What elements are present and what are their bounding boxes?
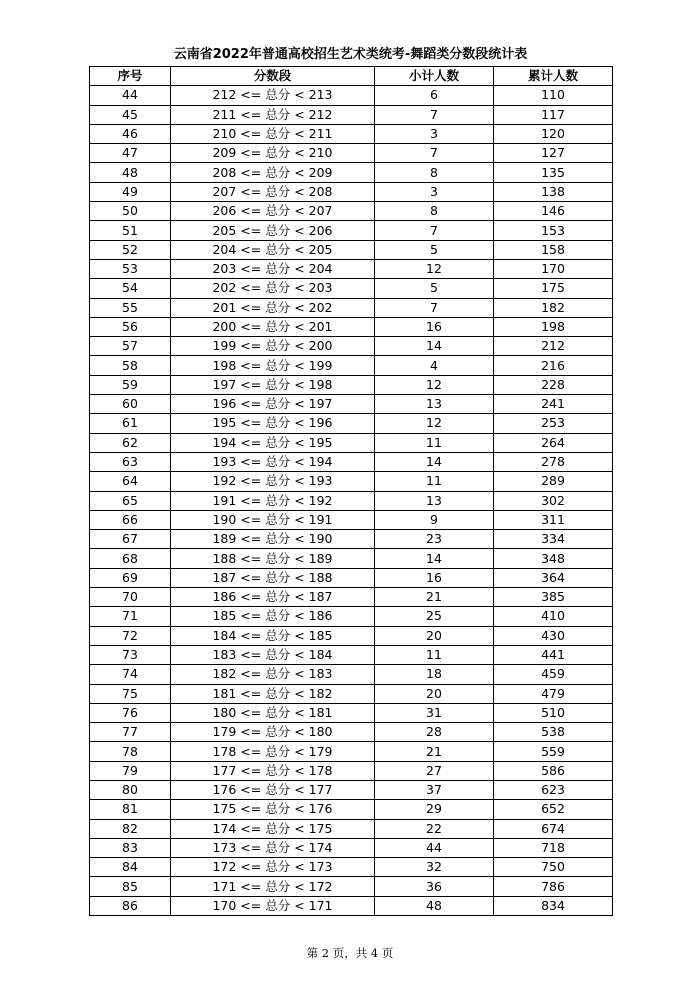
cell-score-range: 178 <= 总分 < 179 — [171, 742, 375, 761]
cell-cumulative: 175 — [494, 279, 613, 298]
cell-subtotal: 11 — [375, 645, 494, 664]
table-row — [90, 298, 613, 317]
cell-cumulative: 241 — [494, 395, 613, 414]
cell-score-range: 184 <= 总分 < 185 — [171, 626, 375, 645]
cell-subtotal: 7 — [375, 105, 494, 124]
cell-score-range: 200 <= 总分 < 201 — [171, 317, 375, 336]
cell-score-range: 194 <= 总分 < 195 — [171, 433, 375, 452]
table-row — [90, 742, 613, 761]
cell-subtotal: 12 — [375, 259, 494, 278]
cell-cumulative: 538 — [494, 723, 613, 742]
cell-cumulative: 586 — [494, 761, 613, 780]
cell-index: 76 — [90, 703, 171, 722]
cell-subtotal: 8 — [375, 163, 494, 182]
cell-index: 67 — [90, 530, 171, 549]
cell-cumulative: 479 — [494, 684, 613, 703]
cell-index: 82 — [90, 819, 171, 838]
cell-cumulative: 182 — [494, 298, 613, 317]
cell-index: 74 — [90, 665, 171, 684]
cell-score-range: 205 <= 总分 < 206 — [171, 221, 375, 240]
table-row — [90, 356, 613, 375]
table-row — [90, 395, 613, 414]
cell-subtotal: 14 — [375, 452, 494, 471]
table-row — [90, 124, 613, 143]
cell-index: 77 — [90, 723, 171, 742]
table-row — [90, 452, 613, 471]
table-row — [90, 317, 613, 336]
cell-subtotal: 44 — [375, 838, 494, 857]
table-row — [90, 86, 613, 105]
table-row — [90, 588, 613, 607]
cell-index: 72 — [90, 626, 171, 645]
cell-score-range: 192 <= 总分 < 193 — [171, 472, 375, 491]
table-row — [90, 607, 613, 626]
page-footer: 第 2 页，共 4 页 — [306, 946, 394, 960]
cell-score-range: 181 <= 总分 < 182 — [171, 684, 375, 703]
score-distribution-table — [89, 66, 613, 916]
cell-score-range: 195 <= 总分 < 196 — [171, 414, 375, 433]
cell-subtotal: 11 — [375, 472, 494, 491]
table-header — [90, 67, 613, 86]
cell-score-range: 193 <= 总分 < 194 — [171, 452, 375, 471]
table-row — [90, 780, 613, 799]
cell-score-range: 202 <= 总分 < 203 — [171, 279, 375, 298]
header-row — [90, 67, 613, 86]
cell-subtotal: 29 — [375, 800, 494, 819]
cell-cumulative: 430 — [494, 626, 613, 645]
cell-cumulative: 127 — [494, 144, 613, 163]
table-row — [90, 472, 613, 491]
cell-subtotal: 5 — [375, 279, 494, 298]
table-row — [90, 819, 613, 838]
cell-subtotal: 27 — [375, 761, 494, 780]
cell-index: 85 — [90, 877, 171, 896]
cell-cumulative: 264 — [494, 433, 613, 452]
table-row — [90, 723, 613, 742]
cell-score-range: 206 <= 总分 < 207 — [171, 202, 375, 221]
cell-subtotal: 28 — [375, 723, 494, 742]
cell-score-range: 199 <= 总分 < 200 — [171, 337, 375, 356]
header-subtotal: 小计人数 — [375, 67, 494, 86]
cell-index: 70 — [90, 588, 171, 607]
cell-subtotal: 5 — [375, 240, 494, 259]
cell-score-range: 170 <= 总分 < 171 — [171, 896, 375, 915]
cell-score-range: 183 <= 总分 < 184 — [171, 645, 375, 664]
cell-subtotal: 12 — [375, 375, 494, 394]
cell-score-range: 175 <= 总分 < 176 — [171, 800, 375, 819]
cell-cumulative: 253 — [494, 414, 613, 433]
cell-index: 81 — [90, 800, 171, 819]
cell-subtotal: 48 — [375, 896, 494, 915]
table-row — [90, 877, 613, 896]
cell-score-range: 176 <= 总分 < 177 — [171, 780, 375, 799]
cell-index: 46 — [90, 124, 171, 143]
cell-index: 57 — [90, 337, 171, 356]
cell-index: 44 — [90, 86, 171, 105]
cell-score-range: 182 <= 总分 < 183 — [171, 665, 375, 684]
cell-cumulative: 786 — [494, 877, 613, 896]
cell-index: 80 — [90, 780, 171, 799]
cell-subtotal: 22 — [375, 819, 494, 838]
cell-index: 49 — [90, 182, 171, 201]
cell-score-range: 180 <= 总分 < 181 — [171, 703, 375, 722]
cell-score-range: 201 <= 总分 < 202 — [171, 298, 375, 317]
cell-score-range: 197 <= 总分 < 198 — [171, 375, 375, 394]
cell-index: 62 — [90, 433, 171, 452]
cell-index: 53 — [90, 259, 171, 278]
cell-score-range: 211 <= 总分 < 212 — [171, 105, 375, 124]
cell-cumulative: 289 — [494, 472, 613, 491]
cell-cumulative: 652 — [494, 800, 613, 819]
cell-subtotal: 21 — [375, 742, 494, 761]
cell-subtotal: 32 — [375, 858, 494, 877]
cell-index: 48 — [90, 163, 171, 182]
table-row — [90, 259, 613, 278]
table-row — [90, 568, 613, 587]
header-score-range: 分数段 — [171, 67, 375, 86]
cell-cumulative: 228 — [494, 375, 613, 394]
cell-subtotal: 31 — [375, 703, 494, 722]
table-row — [90, 626, 613, 645]
cell-score-range: 203 <= 总分 < 204 — [171, 259, 375, 278]
cell-subtotal: 20 — [375, 626, 494, 645]
cell-cumulative: 559 — [494, 742, 613, 761]
cell-index: 69 — [90, 568, 171, 587]
cell-cumulative: 110 — [494, 86, 613, 105]
cell-score-range: 189 <= 总分 < 190 — [171, 530, 375, 549]
cell-subtotal: 14 — [375, 337, 494, 356]
cell-cumulative: 334 — [494, 530, 613, 549]
cell-score-range: 177 <= 总分 < 178 — [171, 761, 375, 780]
cell-cumulative: 153 — [494, 221, 613, 240]
cell-score-range: 173 <= 总分 < 174 — [171, 838, 375, 857]
table-row — [90, 240, 613, 259]
cell-score-range: 204 <= 总分 < 205 — [171, 240, 375, 259]
cell-index: 55 — [90, 298, 171, 317]
cell-subtotal: 18 — [375, 665, 494, 684]
cell-cumulative: 117 — [494, 105, 613, 124]
cell-index: 86 — [90, 896, 171, 915]
cell-cumulative: 623 — [494, 780, 613, 799]
cell-subtotal: 14 — [375, 549, 494, 568]
cell-index: 59 — [90, 375, 171, 394]
cell-subtotal: 25 — [375, 607, 494, 626]
cell-subtotal: 37 — [375, 780, 494, 799]
cell-subtotal: 21 — [375, 588, 494, 607]
cell-score-range: 171 <= 总分 < 172 — [171, 877, 375, 896]
cell-index: 78 — [90, 742, 171, 761]
cell-subtotal: 20 — [375, 684, 494, 703]
cell-score-range: 174 <= 总分 < 175 — [171, 819, 375, 838]
cell-cumulative: 364 — [494, 568, 613, 587]
table-row — [90, 761, 613, 780]
cell-score-range: 212 <= 总分 < 213 — [171, 86, 375, 105]
cell-subtotal: 4 — [375, 356, 494, 375]
table-row — [90, 279, 613, 298]
table-row — [90, 684, 613, 703]
cell-cumulative: 158 — [494, 240, 613, 259]
cell-cumulative: 120 — [494, 124, 613, 143]
cell-cumulative: 459 — [494, 665, 613, 684]
cell-index: 45 — [90, 105, 171, 124]
table-row — [90, 645, 613, 664]
cell-score-range: 209 <= 总分 < 210 — [171, 144, 375, 163]
cell-score-range: 208 <= 总分 < 209 — [171, 163, 375, 182]
cell-index: 71 — [90, 607, 171, 626]
table-row — [90, 703, 613, 722]
table-row — [90, 375, 613, 394]
cell-subtotal: 13 — [375, 395, 494, 414]
cell-score-range: 191 <= 总分 < 192 — [171, 491, 375, 510]
cell-subtotal: 7 — [375, 144, 494, 163]
cell-cumulative: 750 — [494, 858, 613, 877]
table-row — [90, 182, 613, 201]
table-row — [90, 221, 613, 240]
cell-subtotal: 36 — [375, 877, 494, 896]
table-row — [90, 665, 613, 684]
cell-score-range: 187 <= 总分 < 188 — [171, 568, 375, 587]
cell-index: 68 — [90, 549, 171, 568]
cell-index: 56 — [90, 317, 171, 336]
cell-cumulative: 135 — [494, 163, 613, 182]
document-title: 云南省2022年普通高校招生艺术类统考-舞蹈类分数段统计表 — [173, 47, 528, 62]
cell-index: 58 — [90, 356, 171, 375]
table-row — [90, 838, 613, 857]
table-row — [90, 530, 613, 549]
cell-index: 75 — [90, 684, 171, 703]
table-row — [90, 491, 613, 510]
table-row — [90, 800, 613, 819]
cell-cumulative: 834 — [494, 896, 613, 915]
cell-cumulative: 146 — [494, 202, 613, 221]
table-row — [90, 433, 613, 452]
table-row — [90, 144, 613, 163]
cell-index: 54 — [90, 279, 171, 298]
cell-subtotal: 16 — [375, 317, 494, 336]
cell-index: 60 — [90, 395, 171, 414]
header-index: 序号 — [90, 67, 171, 86]
cell-index: 79 — [90, 761, 171, 780]
cell-subtotal: 11 — [375, 433, 494, 452]
cell-index: 63 — [90, 452, 171, 471]
cell-index: 61 — [90, 414, 171, 433]
cell-subtotal: 16 — [375, 568, 494, 587]
cell-index: 50 — [90, 202, 171, 221]
cell-subtotal: 8 — [375, 202, 494, 221]
cell-score-range: 196 <= 总分 < 197 — [171, 395, 375, 414]
cell-cumulative: 674 — [494, 819, 613, 838]
header-cumulative: 累计人数 — [494, 67, 613, 86]
table-row — [90, 414, 613, 433]
cell-subtotal: 7 — [375, 298, 494, 317]
cell-subtotal: 7 — [375, 221, 494, 240]
cell-subtotal: 3 — [375, 124, 494, 143]
cell-index: 83 — [90, 838, 171, 857]
cell-index: 52 — [90, 240, 171, 259]
table-row — [90, 163, 613, 182]
table-row — [90, 896, 613, 915]
table-row — [90, 202, 613, 221]
cell-score-range: 185 <= 总分 < 186 — [171, 607, 375, 626]
cell-cumulative: 212 — [494, 337, 613, 356]
cell-subtotal: 13 — [375, 491, 494, 510]
table-row — [90, 510, 613, 529]
cell-score-range: 172 <= 总分 < 173 — [171, 858, 375, 877]
cell-score-range: 210 <= 总分 < 211 — [171, 124, 375, 143]
cell-score-range: 198 <= 总分 < 199 — [171, 356, 375, 375]
table-body — [90, 86, 613, 916]
cell-index: 84 — [90, 858, 171, 877]
cell-cumulative: 311 — [494, 510, 613, 529]
cell-index: 65 — [90, 491, 171, 510]
cell-index: 51 — [90, 221, 171, 240]
cell-cumulative: 278 — [494, 452, 613, 471]
cell-index: 47 — [90, 144, 171, 163]
cell-cumulative: 216 — [494, 356, 613, 375]
table-row — [90, 549, 613, 568]
cell-score-range: 188 <= 总分 < 189 — [171, 549, 375, 568]
cell-cumulative: 348 — [494, 549, 613, 568]
cell-subtotal: 23 — [375, 530, 494, 549]
cell-cumulative: 302 — [494, 491, 613, 510]
cell-subtotal: 6 — [375, 86, 494, 105]
cell-cumulative: 441 — [494, 645, 613, 664]
cell-subtotal: 9 — [375, 510, 494, 529]
cell-score-range: 190 <= 总分 < 191 — [171, 510, 375, 529]
cell-cumulative: 385 — [494, 588, 613, 607]
cell-score-range: 186 <= 总分 < 187 — [171, 588, 375, 607]
table-row — [90, 858, 613, 877]
cell-index: 73 — [90, 645, 171, 664]
cell-cumulative: 718 — [494, 838, 613, 857]
cell-score-range: 179 <= 总分 < 180 — [171, 723, 375, 742]
cell-cumulative: 170 — [494, 259, 613, 278]
cell-index: 66 — [90, 510, 171, 529]
cell-index: 64 — [90, 472, 171, 491]
cell-subtotal: 12 — [375, 414, 494, 433]
cell-cumulative: 410 — [494, 607, 613, 626]
cell-cumulative: 510 — [494, 703, 613, 722]
cell-subtotal: 3 — [375, 182, 494, 201]
cell-score-range: 207 <= 总分 < 208 — [171, 182, 375, 201]
cell-cumulative: 198 — [494, 317, 613, 336]
table-row — [90, 105, 613, 124]
cell-cumulative: 138 — [494, 182, 613, 201]
table-row — [90, 337, 613, 356]
